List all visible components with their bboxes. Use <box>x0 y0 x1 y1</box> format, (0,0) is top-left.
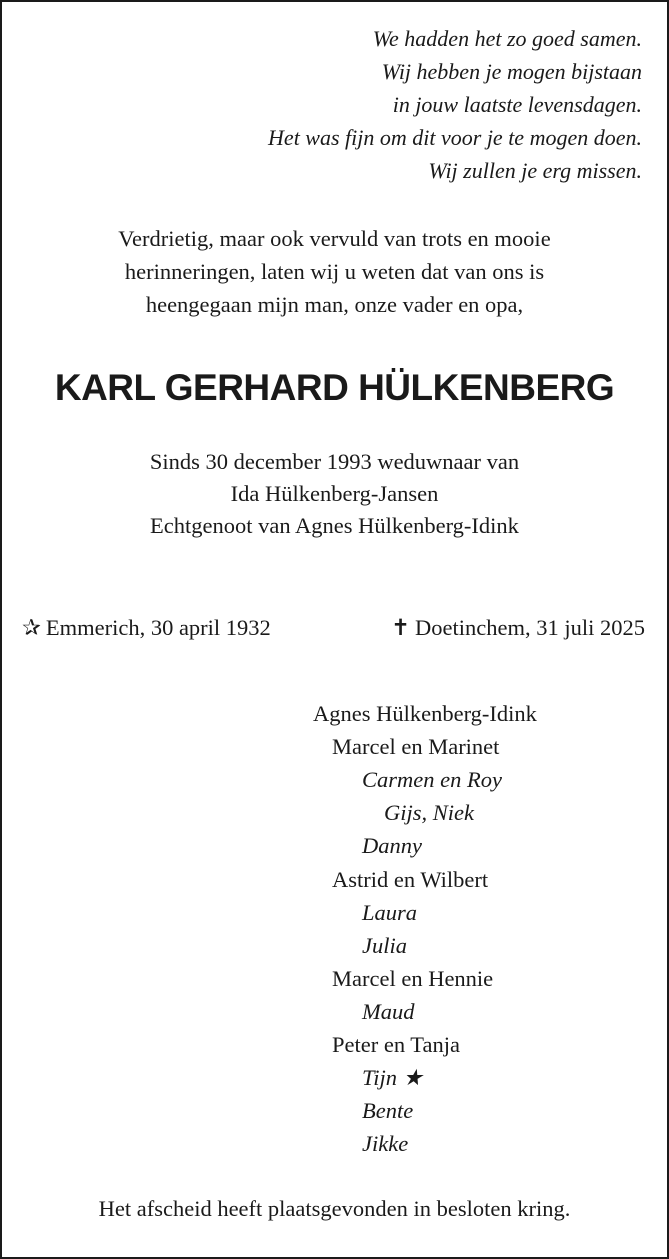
intro-line: Verdrietig, maar ook vervuld van trots en mooie <box>118 226 551 251</box>
cross-icon: ✝ <box>391 615 411 640</box>
family-member: Julia <box>362 933 407 958</box>
intro-line: herinneringen, laten wij u weten dat van ons is <box>124 259 545 284</box>
intro-text <box>0 222 669 321</box>
family-member: Marcel en Hennie <box>332 966 494 991</box>
deceased-name: KARL GERHARD HÜLKENBERG <box>54 367 615 408</box>
poem-line: Wij zullen je erg missen. <box>428 158 642 183</box>
family-member: Peter en Tanja <box>332 1032 460 1057</box>
family-member: Gijs, Niek <box>384 800 474 825</box>
star-icon: ✰ <box>22 615 41 640</box>
family-member: Tijn ★ <box>362 1065 423 1090</box>
family-member: Maud <box>362 999 415 1024</box>
poem-line: in jouw laatste levensdagen. <box>392 92 642 117</box>
birth-text: Emmerich, 30 april 1932 <box>45 615 271 640</box>
poem <box>268 22 642 187</box>
poem-line: We hadden het zo goed samen. <box>372 26 642 51</box>
widower-line: Echtgenoot van Agnes Hülkenberg-Idink <box>150 513 519 538</box>
family-member: Laura <box>362 900 418 925</box>
widower-info <box>0 446 669 542</box>
poem-line: Het was fijn om dit voor je te mogen doen. <box>268 125 642 150</box>
family-member: Bente <box>362 1098 414 1123</box>
family-member: Jikke <box>362 1131 409 1156</box>
death-info <box>391 612 645 644</box>
family-member: Agnes Hülkenberg-Idink <box>313 701 537 726</box>
family-member: Marcel en Marinet <box>332 734 500 759</box>
birth-info <box>22 612 271 644</box>
widower-line: Ida Hülkenberg-Jansen <box>230 481 439 506</box>
death-text: Doetinchem, 31 juli 2025 <box>415 615 645 640</box>
intro-line: heengegaan mijn man, onze vader en opa, <box>145 292 524 317</box>
closing-text: Het afscheid heeft plaatsgevonden in besloten kring. <box>98 1196 571 1221</box>
poem-line: Wij hebben je mogen bijstaan <box>381 59 642 84</box>
family-member: Danny <box>362 833 422 858</box>
family-member: Carmen en Roy <box>362 767 502 792</box>
family-member: Astrid en Wilbert <box>332 867 489 892</box>
widower-line: Sinds 30 december 1993 weduwnaar van <box>149 449 520 474</box>
